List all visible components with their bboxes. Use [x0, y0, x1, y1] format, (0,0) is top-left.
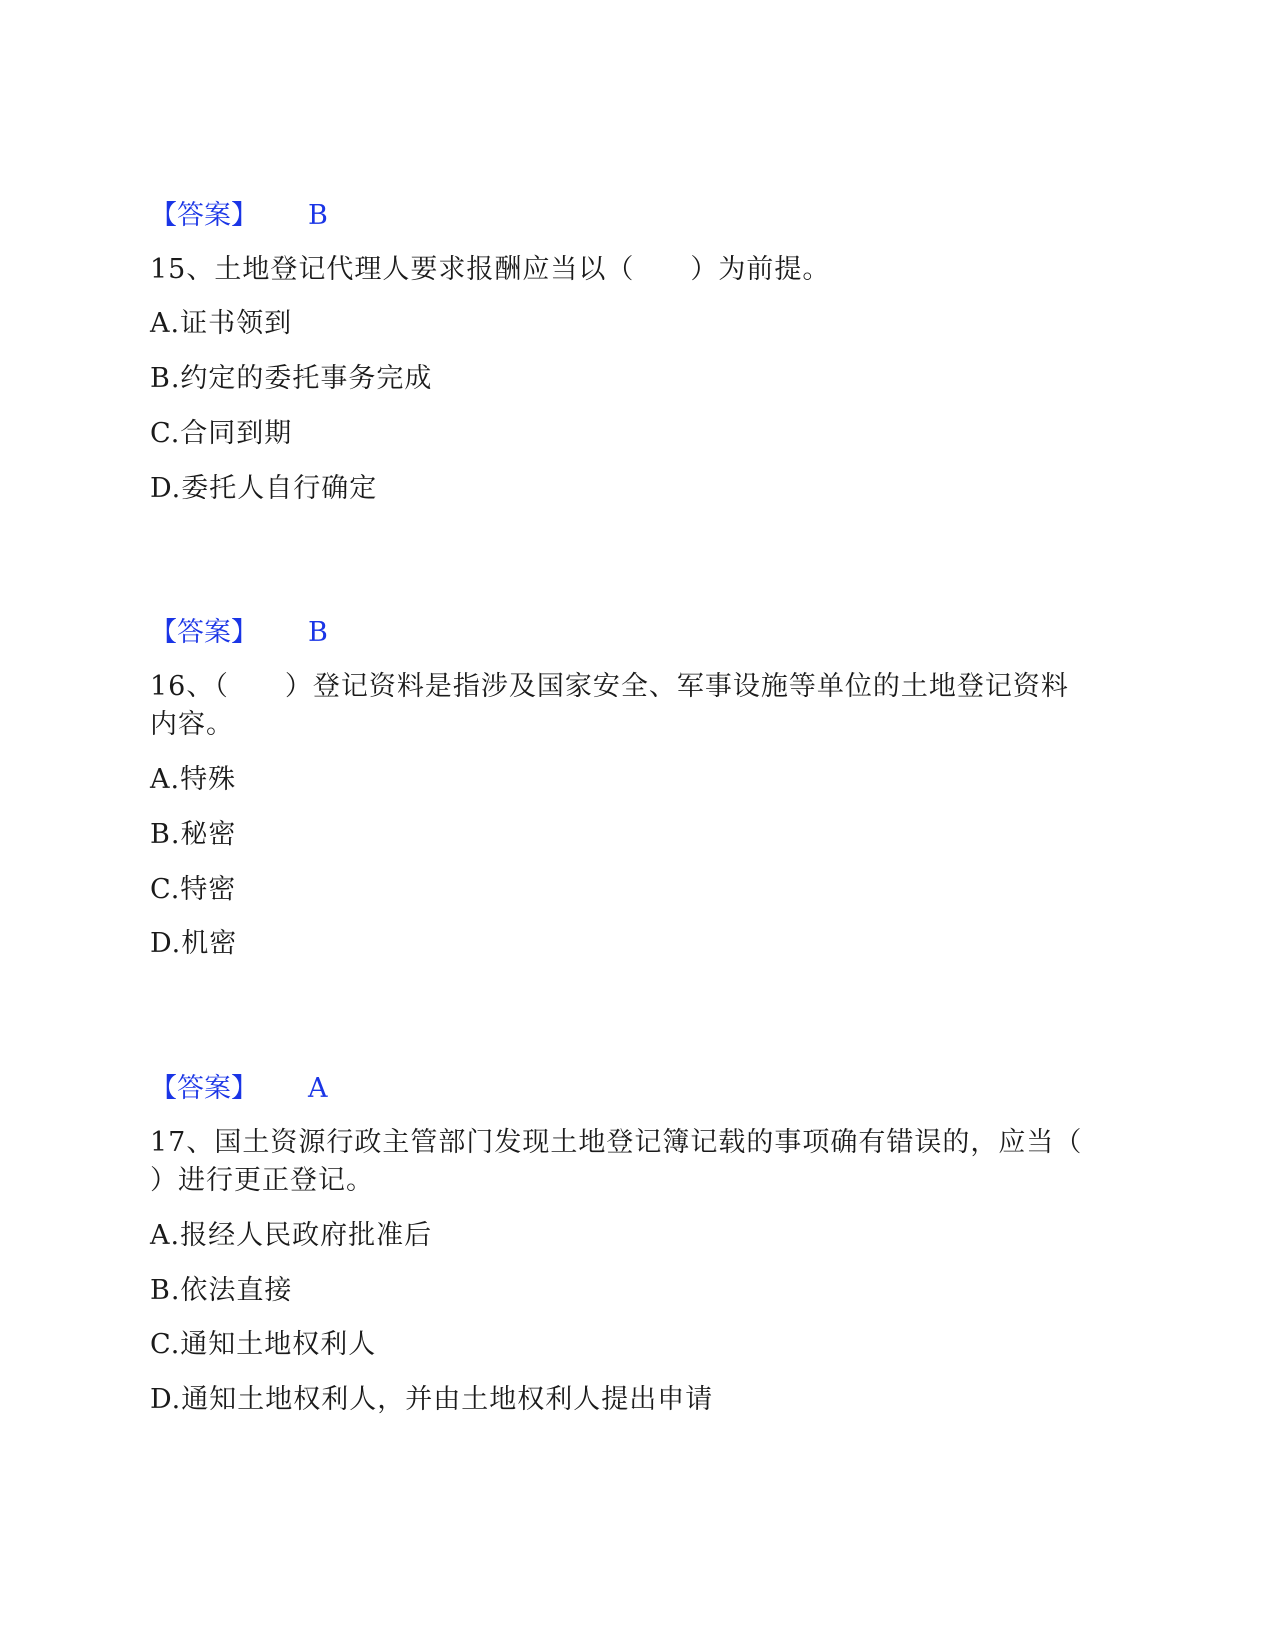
- option-a: A.报经人民政府批准后: [150, 1220, 433, 1251]
- option-c: C.通知土地权利人: [150, 1329, 377, 1360]
- question-stem: 17、国土资源行政主管部门发现土地登记簿记载的事项确有错误的，应当（: [150, 1127, 1083, 1158]
- answer-value: B: [308, 200, 328, 231]
- option-a: A.证书领到: [150, 308, 293, 339]
- option-d: D.机密: [150, 928, 238, 959]
- question-stem: 15、土地登记代理人要求报酬应当以（ ）为前提。: [150, 254, 831, 285]
- option-b: B.秘密: [150, 819, 237, 850]
- option-c: C.特密: [150, 874, 237, 905]
- option-b: B.依法直接: [150, 1275, 293, 1306]
- option-d: D.通知土地权利人，并由土地权利人提出申请: [150, 1384, 714, 1415]
- answer-row: [150, 613, 550, 653]
- option-c: C.合同到期: [150, 418, 293, 449]
- answer-label: 【答案】: [150, 617, 258, 648]
- option-b: B.约定的委托事务完成: [150, 363, 433, 394]
- question-stem-continued: 内容。: [150, 709, 234, 740]
- answer-row: [150, 196, 550, 236]
- option-a: A.特殊: [150, 764, 237, 795]
- option-d: D.委托人自行确定: [150, 473, 378, 504]
- answer-row: [150, 1069, 550, 1109]
- answer-label: 【答案】: [150, 200, 258, 231]
- question-stem-continued: ）进行更正登记。: [150, 1165, 374, 1196]
- question-stem: 16、（ ）登记资料是指涉及国家安全、军事设施等单位的土地登记资料: [150, 671, 1069, 702]
- answer-value: A: [308, 1073, 328, 1104]
- answer-label: 【答案】: [150, 1073, 258, 1104]
- answer-value: B: [308, 617, 328, 648]
